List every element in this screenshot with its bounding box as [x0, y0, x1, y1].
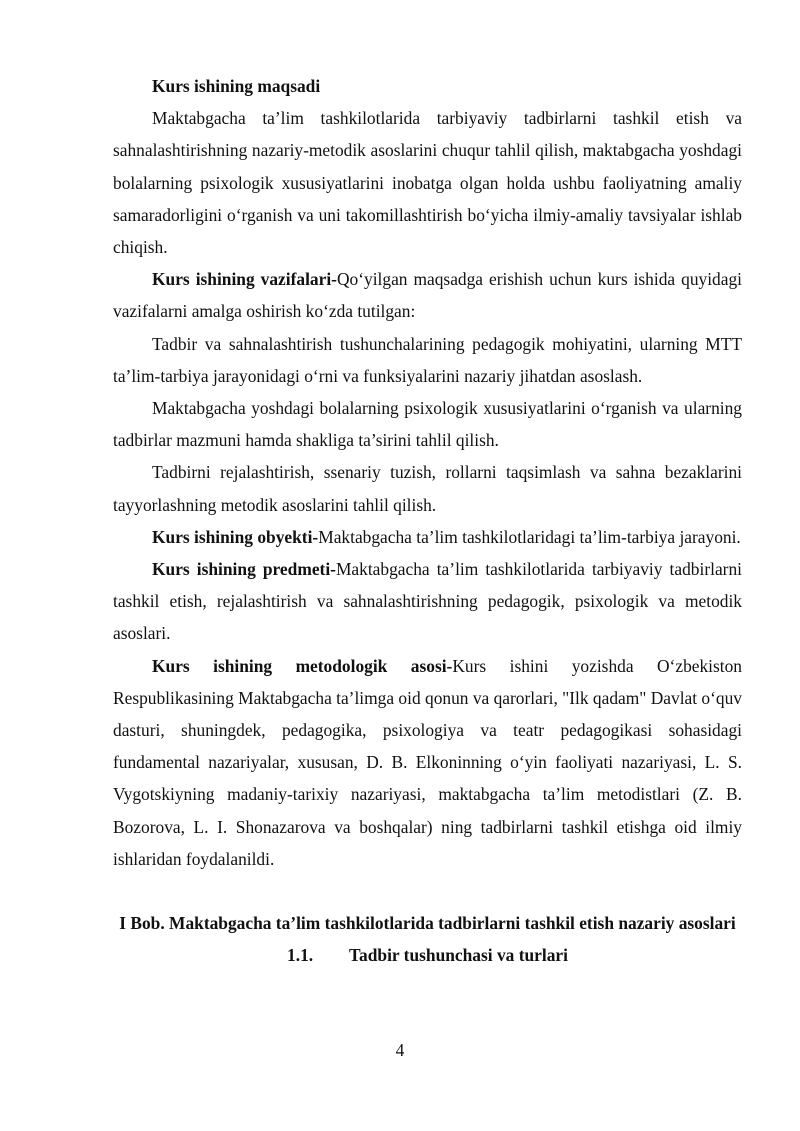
document-page	[113, 70, 742, 971]
subject-paragraph	[113, 553, 742, 650]
chapter-title: I Bob. Maktabgacha ta’lim tashkilotlarida tadbirlarni tashkil etish nazariy asoslari	[119, 913, 736, 934]
methodology-text: Kurs ishini yozishda O‘zbekiston Respublikasining Maktabgacha ta’limga oid qonun va qarorlari, "Ilk qadam" Davlat o‘quv dasturi, shuningdek, pedagogika, psixologiya va teatr pedagogikasi sohasidagi fundamental nazariyalar, xususan, D. B. Elkoninning o‘yin faoliyati nazariyasi, L. S. Vygotskiyning madaniy-tarixiy nazariyasi, maktabgacha ta’lim metodistlari (Z. B. Bozorova, L. I. Shonazarova va boshqalar) ning tadbirlarni tashkil etishga oid ilmiy ishlaridan foydalanildi.	[113, 655, 742, 869]
section-number: 1.1.	[287, 945, 314, 966]
tasks-label: Kurs ishining vazifalari-	[152, 269, 337, 290]
task-item-2: Maktabgacha yoshdagi bolalarning psixologik xususiyatlarini o‘rganish va ularning tadbirlar mazmuni hamda shakliga ta’sirini tahlil qilish.	[113, 398, 742, 451]
section-title: Tadbir tushunchasi va turlari	[349, 945, 568, 966]
goal-paragraph: Maktabgacha ta’lim tashkilotlarida tarbiyaviy tadbirlarni tashkil etish va sahnalashtirishning nazariy-metodik asoslarini chuqur tahlil qilish, maktabgacha yoshdagi bolalarning psixologik xususiyatlarini inobatga olgan holda ushbu faoliyatning amaliy samaradorligini o‘rganish va uni takomillashtirish bo‘yicha ilmiy-amaliy tavsiyalar ishlab chiqish.	[113, 108, 742, 258]
subject-text: Maktabgacha ta’lim tashkilotlarida tarbiyaviy tadbirlarni tashkil etish, rejalashtirish va sahnalashtirishning pedagogik, psixologik va metodik asoslari.	[113, 559, 742, 644]
tasks-text: Qo‘yilgan maqsadga erishish uchun kurs ishida quyidagi vazifalarni amalga oshirish ko‘zda tutilgan:	[113, 269, 742, 322]
methodology-label: Kurs ishining metodologik asosi-	[152, 655, 453, 676]
tasks-paragraph	[113, 263, 742, 327]
object-text: Maktabgacha ta’lim tashkilotlaridagi ta’lim-tarbiya jarayoni.	[318, 526, 741, 547]
object-paragraph	[113, 521, 742, 553]
task-item-3: Tadbirni rejalashtirish, ssenariy tuzish, rollarni taqsimlash va sahna bezaklarini tayyorlashning metodik asoslarini tahlil qilish.	[113, 462, 742, 515]
subject-label: Kurs ishining predmeti-	[152, 559, 336, 580]
section-heading	[113, 939, 742, 971]
goal-heading: Kurs ishining maqsadi	[152, 76, 321, 96]
object-label: Kurs ishining obyekti-	[152, 526, 319, 547]
task-item-1: Tadbir va sahnalashtirish tushunchalarining pedagogik mohiyatini, ularning MTT ta’lim-tarbiya jarayonidagi o‘rni va funksiyalarini nazariy jihatdan asoslash.	[113, 333, 742, 386]
page-number: 4	[395, 1040, 405, 1060]
methodology-paragraph	[113, 650, 742, 875]
